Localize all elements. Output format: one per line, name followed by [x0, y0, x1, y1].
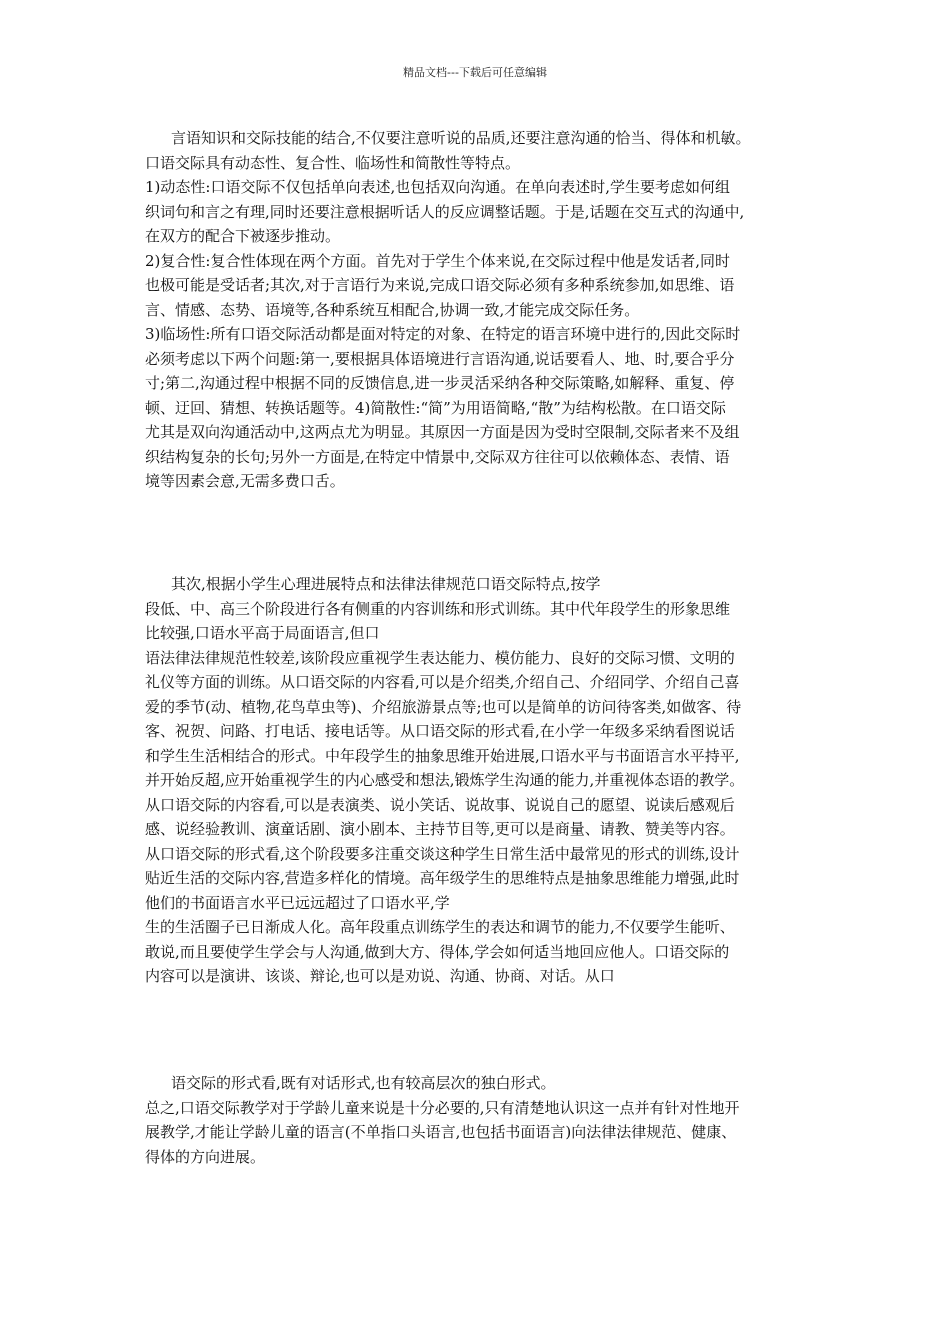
paragraph-line: 总之,口语交际教学对于学龄儿童来说是十分必要的,只有清楚地认识这一点并有针对性地开	[145, 1098, 740, 1117]
paragraph-line: 言、情感、态势、语境等,各种系统互相配合,协调一致,才能完成交际任务。	[145, 300, 640, 319]
paragraph-line: 爱的季节(动、植物,花鸟草虫等)、介绍旅游景点等;也可以是简单的访问待客类,如做客、待	[145, 697, 742, 716]
paragraph-line: 敢说,而且要使学生学会与人沟通,做到大方、得体,学会如何适当地回应他人。口语交际的	[145, 942, 730, 961]
paragraph-line: 语交际的形式看,既有对话形式,也有较高层次的独白形式。	[171, 1074, 556, 1092]
paragraph-line: 展教学,才能让学龄儿童的语言(不单指口头语言,也包括书面语言)向法律法律规范、健康、	[145, 1123, 737, 1141]
paragraph-line: 从口语交际的内容看,可以是表演类、说小笑话、说故事、说说自己的愿望、说读后感观后	[145, 795, 735, 814]
paragraph-line: 也极可能是受话者;其次,对于言语行为来说,完成口语交际必须有多种系统参加,如思维、语	[145, 276, 735, 294]
paragraph-line: 得体的方向进展。	[145, 1147, 266, 1166]
paragraph-line: 口语交际具有动态性、复合性、临场性和简散性等特点。	[145, 153, 521, 172]
paragraph-line: 必须考虑以下两个问题:第一,要根据具体语境进行言语沟通,说话要看人、地、时,要合乎分	[145, 349, 735, 368]
paragraph-line: 感、说经验教训、演童话剧、演小剧本、主持节目等,更可以是商量、请教、赞美等内容。	[145, 820, 735, 838]
paragraph-line: 织结构复杂的长句;另外一方面是,在特定中情景中,交际双方往往可以依赖体态、表情、语	[145, 447, 730, 466]
text-block-1	[145, 126, 820, 494]
paragraph-line: 言语知识和交际技能的结合,不仅要注意听说的品质,还要注意沟通的恰当、得体和机敏。	[171, 129, 751, 147]
paragraph-line: 客、祝贺、问路、打电话、接电话等。从口语交际的形式看,在小学一年级多采纳看图说话	[145, 722, 735, 740]
paragraph-line: 1)动态性:口语交际不仅包括单向表述,也包括双向沟通。在单向表述时,学生要考虑如何组	[145, 178, 730, 196]
paragraph-line: 尤其是双向沟通活动中,这两点尤为明显。其原因一方面是因为受时空限制,交际者来不及组	[145, 423, 740, 441]
paragraph-line: 在双方的配合下被逐步推动。	[145, 227, 341, 245]
paragraph-line: 寸;第二,沟通过程中根据不同的反馈信息,进一步灵活采纳各种交际策略,如解释、重复、停	[145, 374, 735, 392]
text-block-2	[145, 572, 820, 989]
paragraph-line: 从口语交际的形式看,这个阶段要多注重交谈这种学生日常生活中最常见的形式的训练,设计	[145, 844, 740, 863]
paragraph-line: 语法律法律规范性较差,该阶段应重视学生表达能力、模仿能力、良好的交际习惯、文明的	[145, 648, 735, 667]
paragraph-line: 段低、中、高三个阶段进行各有侧重的内容训练和形式训练。其中代年段学生的形象思维	[145, 599, 731, 618]
page-header: 精品文档---下载后可任意编辑	[403, 66, 547, 79]
paragraph-line: 礼仪等方面的训练。从口语交际的内容看,可以是介绍类,介绍自己、介绍同学、介绍自己喜	[145, 673, 740, 691]
paragraph-line: 其次,根据小学生心理进展特点和法律法律规范口语交际特点,按学	[171, 575, 601, 593]
text-block-3	[145, 1071, 820, 1169]
paragraph-line: 并开始反超,应开始重视学生的内心感受和想法,锻炼学生沟通的能力,并重视体态语的教学。	[145, 771, 745, 789]
paragraph-line: 2)复合性:复合性体现在两个方面。首先对于学生个体来说,在交际过程中他是发话者,同时	[145, 251, 730, 270]
paragraph-line: 贴近生活的交际内容,营造多样化的情境。高年级学生的思维特点是抽象思维能力增强,此时	[145, 869, 740, 887]
paragraph-line: 内容可以是演讲、该谈、辩论,也可以是劝说、沟通、协商、对话。从口	[145, 967, 615, 985]
paragraph-line: 和学生生活相结合的形式。中年段学生的抽象思维开始进展,口语水平与书面语言水平持平,	[145, 746, 740, 765]
paragraph-line: 3)临场性:所有口语交际活动都是面对特定的对象、在特定的语言环境中进行的,因此交际时	[145, 325, 741, 343]
paragraph-line: 顿、迂回、猜想、转换话题等。4)简散性:“简”为用语简略,“散”为结构松散。在口语交际	[145, 398, 726, 417]
paragraph-line: 比较强,口语水平高于局面语言,但口	[145, 624, 380, 642]
paragraph-line: 生的生活圈子已日渐成人化。高年段重点训练学生的表达和调节的能力,不仅要学生能听、	[145, 918, 735, 936]
paragraph-line: 他们的书面语言水平已远远超过了口语水平,学	[145, 893, 450, 912]
paragraph-line: 境等因素会意,无需多费口舌。	[145, 472, 345, 490]
paragraph-line: 织词句和言之有理,同时还要注意根据听话人的反应调整话题。于是,话题在交互式的沟通中,	[145, 202, 745, 221]
